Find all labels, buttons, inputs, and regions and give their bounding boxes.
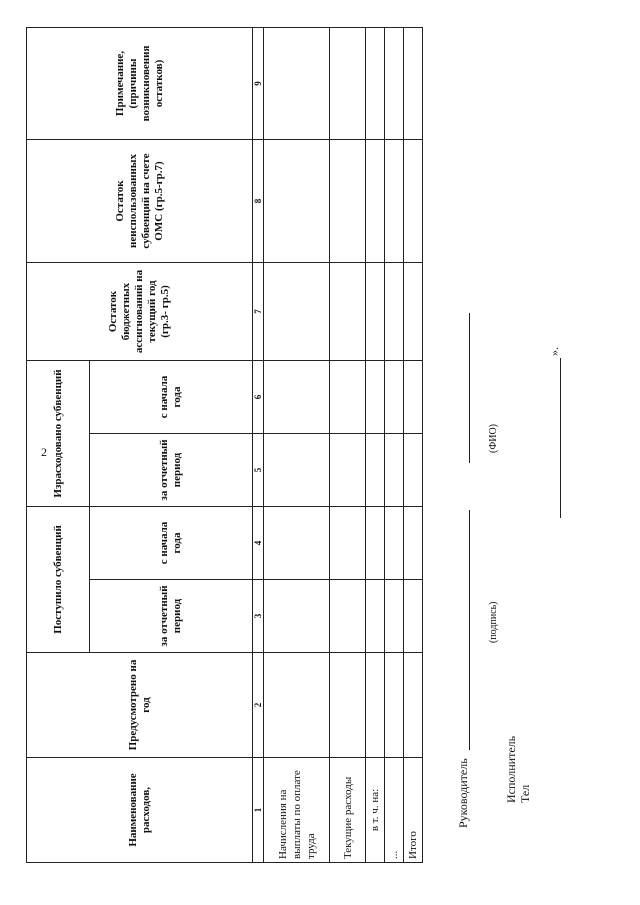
column-number: 5 xyxy=(253,434,264,507)
report-sheet xyxy=(26,23,586,863)
table-cell xyxy=(404,434,423,507)
table-cell xyxy=(385,507,404,580)
table-cell xyxy=(366,140,385,263)
table-cell xyxy=(385,580,404,653)
signature-caption: (подпись) xyxy=(488,601,499,643)
table-row xyxy=(330,28,366,863)
head-label: Руководитель xyxy=(456,758,470,828)
row-label: Текущие расходы xyxy=(330,758,366,863)
row-label: в т. ч. на: xyxy=(366,758,385,863)
table-cell xyxy=(330,653,366,758)
table-cell xyxy=(366,507,385,580)
head-signature-line xyxy=(469,510,470,750)
table-cell xyxy=(330,580,366,653)
phone-label: Тел xyxy=(518,784,532,803)
table-row xyxy=(385,28,404,863)
header-planned: Предусмотрено на год xyxy=(27,653,253,758)
table-cell xyxy=(264,361,330,434)
row-label: Итого xyxy=(404,758,423,863)
table-cell xyxy=(385,653,404,758)
table-cell xyxy=(366,580,385,653)
table-cell xyxy=(404,263,423,361)
table-row xyxy=(404,28,423,863)
date-closing-quote: ». xyxy=(547,347,561,356)
table-cell xyxy=(330,140,366,263)
table-cell xyxy=(404,28,423,140)
table-cell xyxy=(264,28,330,140)
table-cell xyxy=(264,507,330,580)
date-line xyxy=(560,358,561,518)
table-cell xyxy=(385,434,404,507)
column-number: 2 xyxy=(253,653,264,758)
table-row xyxy=(366,28,385,863)
table-cell xyxy=(330,28,366,140)
row-label: ... xyxy=(385,758,404,863)
executor-label: Исполнитель xyxy=(504,735,518,803)
header-remainder-budget: Остаток бюджетных ассигнований на текущий год (гр.3- гр.5) xyxy=(27,263,253,361)
table-cell xyxy=(404,361,423,434)
column-number: 4 xyxy=(253,507,264,580)
table-cell xyxy=(404,653,423,758)
subvention-report-table xyxy=(26,27,423,863)
head-name-line xyxy=(469,313,470,463)
column-number: 6 xyxy=(253,361,264,434)
column-number-row xyxy=(253,28,264,863)
table-cell xyxy=(366,263,385,361)
table-cell xyxy=(385,28,404,140)
table-cell xyxy=(366,653,385,758)
header-note: Примечание, (причины возникновения остатков) xyxy=(27,28,253,140)
header-name: Наименование расходов, xyxy=(27,758,253,863)
table-cell xyxy=(264,140,330,263)
table-cell xyxy=(264,263,330,361)
header-spent-period: за отчетный период xyxy=(90,434,253,507)
header-received-ytd: с начала года xyxy=(90,507,253,580)
table-cell xyxy=(366,28,385,140)
table-cell xyxy=(366,361,385,434)
header-received: Поступило субвенций xyxy=(27,507,90,653)
header-spent-ytd: с начала года xyxy=(90,361,253,434)
table-row xyxy=(264,28,330,863)
table-cell xyxy=(330,361,366,434)
table-cell xyxy=(330,507,366,580)
column-number: 1 xyxy=(253,758,264,863)
row-label: Начисления на выплаты по оплате труда xyxy=(264,758,330,863)
column-number: 8 xyxy=(253,140,264,263)
table-cell xyxy=(264,653,330,758)
table-cell xyxy=(330,263,366,361)
column-number: 3 xyxy=(253,580,264,653)
header-spent: Израсходовано субвенций xyxy=(27,361,90,507)
column-number: 9 xyxy=(253,28,264,140)
table-cell xyxy=(385,361,404,434)
table-cell xyxy=(404,580,423,653)
table-cell xyxy=(404,507,423,580)
table-cell xyxy=(330,434,366,507)
table-cell xyxy=(385,140,404,263)
table-cell xyxy=(264,434,330,507)
table-cell xyxy=(385,263,404,361)
table-cell xyxy=(366,434,385,507)
table-cell xyxy=(404,140,423,263)
header-remainder-oms: Остаток неиспользованных субвенций на счете ОМС (гр.5-гр.7) xyxy=(27,140,253,263)
table-cell xyxy=(264,580,330,653)
column-number: 7 xyxy=(253,263,264,361)
page-number: 2 xyxy=(41,445,47,459)
name-caption: (ФИО) xyxy=(488,423,499,453)
header-received-period: за отчетный период xyxy=(90,580,253,653)
